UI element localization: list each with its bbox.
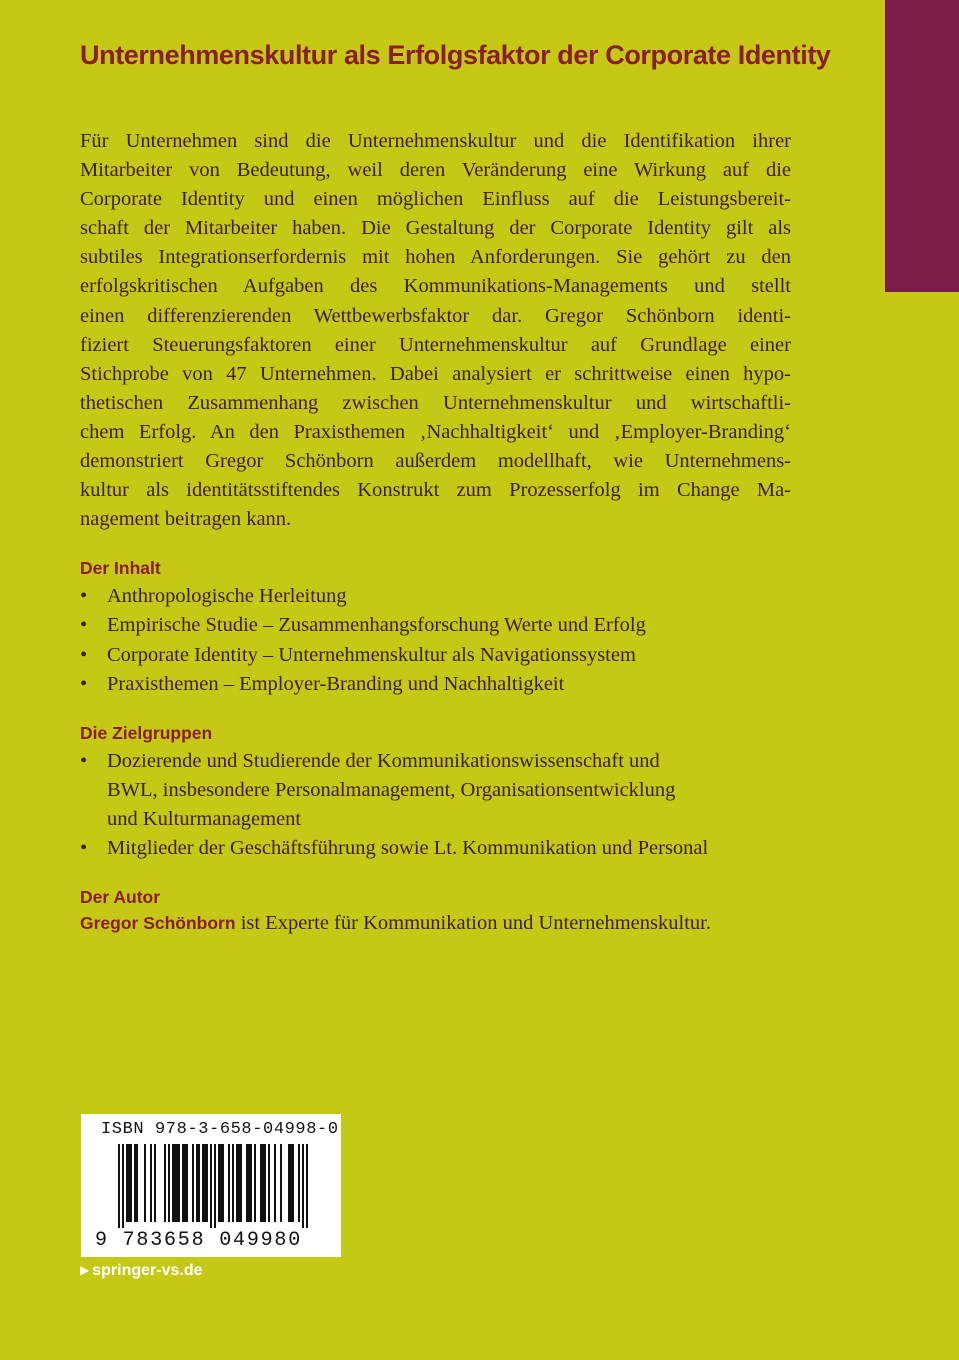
description-line: einen differenzierenden Wettbewerbsfaktor dar. Gregor Schönborn identi- — [80, 304, 791, 327]
barcode-box — [81, 1114, 341, 1257]
barcode-bar — [228, 1144, 230, 1222]
barcode-bar — [150, 1144, 152, 1222]
barcode-bar — [306, 1144, 308, 1228]
author-bio — [80, 909, 791, 938]
list-item-text: Empirische Studie – Zusammenhangsforschung Werte und Erfolg — [107, 614, 646, 637]
list-item — [80, 747, 791, 834]
barcode-bar — [292, 1144, 294, 1222]
barcode-bar — [250, 1144, 252, 1222]
arrow-right-icon: ▶ — [80, 1263, 90, 1277]
bullet-icon: • — [80, 614, 88, 637]
list-item-text: Corporate Identity – Unternehmenskultur als Navigationssystem — [107, 643, 636, 666]
list-item — [80, 582, 791, 611]
barcode-bar — [118, 1144, 120, 1228]
barcode-bar — [198, 1144, 200, 1222]
description-line: Mitarbeiter von Bedeutung, weil deren Veränderung eine Wirkung auf die — [80, 159, 791, 182]
bullet-icon: • — [80, 643, 88, 666]
bullet-icon: • — [80, 672, 88, 695]
barcode-bar — [238, 1144, 240, 1222]
author-heading: Der Autor — [80, 887, 161, 908]
author-section — [80, 885, 791, 938]
description-line: Stichprobe von 47 Unternehmen. Dabei analysiert er schrittweise einen hypo- — [80, 362, 791, 385]
barcode-bar — [222, 1144, 224, 1222]
website-link[interactable] — [80, 1262, 203, 1280]
content-list — [80, 582, 791, 698]
barcode-bar — [220, 1144, 222, 1222]
accent-bar — [885, 0, 959, 292]
list-item-text: Praxisthemen – Employer-Branding und Nachhaltigkeit — [107, 672, 565, 695]
barcode-bar — [210, 1144, 212, 1228]
author-name: Gregor Schönborn — [80, 913, 236, 934]
audience-list — [80, 747, 791, 863]
barcode-icon — [107, 1144, 319, 1228]
list-item-line: Dozierende und Studierende der Kommunikationswissenschaft und — [107, 749, 660, 772]
barcode-bar — [240, 1144, 242, 1222]
barcode-bar — [302, 1144, 304, 1228]
barcode-bar — [174, 1144, 176, 1222]
list-item-line: Mitglieder der Geschäftsführung sowie Lt. Kommunikation und Personal — [107, 836, 709, 859]
description-line: thetischen Zusammenhang zwischen Unternehmenskultur und wirtschaftli- — [80, 391, 791, 414]
barcode-bar — [274, 1144, 276, 1222]
barcode-bar — [172, 1144, 174, 1222]
back-cover-content — [80, 127, 791, 938]
ean-digits: 9 783658 049980 — [95, 1229, 303, 1252]
description-line: erfolgskritischen Aufgaben des Kommunikations-Managements und stellt — [80, 275, 791, 298]
barcode-bar — [186, 1144, 188, 1222]
bullet-icon: • — [80, 749, 88, 772]
description-line: Corporate Identity und einen möglichen Einfluss auf die Leistungsbereit- — [80, 188, 791, 211]
book-title: Unternehmenskultur als Erfolgsfaktor der Corporate Identity — [80, 40, 831, 70]
list-item-text: Anthropologische Herleitung — [107, 585, 347, 608]
list-item — [80, 834, 791, 863]
barcode-bar — [280, 1144, 282, 1222]
barcode-bar — [298, 1144, 300, 1222]
description-line: kultur als identitätsstiftendes Konstrukt zum Prozesserfolg im Change Ma- — [80, 479, 791, 502]
isbn-label: ISBN 978-3-658-04998-0 — [101, 1120, 339, 1139]
barcode-bar — [218, 1144, 220, 1222]
barcode-bar — [262, 1144, 264, 1222]
list-item — [80, 670, 791, 699]
description-line: subtiles Integrationserfordernis mit hohen Anforderungen. Sie gehört zu den — [80, 246, 791, 269]
barcode-bar — [204, 1144, 206, 1222]
list-item — [80, 611, 791, 640]
barcode-bar — [196, 1144, 198, 1222]
barcode-bar — [206, 1144, 208, 1222]
description-line: fiziert Steuerungsfaktoren einer Unternehmenskultur auf Grundlage einer — [80, 333, 791, 356]
audience-heading: Die Zielgruppen — [80, 722, 213, 743]
barcode-bar — [236, 1144, 238, 1222]
barcode-bar — [154, 1144, 156, 1222]
barcode-bar — [176, 1144, 178, 1222]
barcode-bar — [246, 1144, 248, 1222]
website-text: springer-vs.de — [92, 1262, 203, 1279]
barcode-bar — [268, 1144, 270, 1222]
barcode-bar — [264, 1144, 266, 1222]
content-heading: Der Inhalt — [80, 558, 161, 579]
author-bio-text: ist Experte für Kommunikation und Unternehmenskultur. — [235, 912, 711, 935]
barcode-bar — [164, 1144, 166, 1222]
barcode-bar — [178, 1144, 180, 1222]
barcode-bar — [192, 1144, 194, 1222]
barcode-bar — [134, 1144, 136, 1222]
barcode-bar — [232, 1144, 234, 1222]
barcode-bar — [130, 1144, 132, 1222]
description-line: Für Unternehmen sind die Unternehmenskultur und die Identifikation ihrer — [80, 130, 791, 152]
barcode-bar — [182, 1144, 184, 1222]
barcode-bar — [214, 1144, 216, 1228]
list-item — [80, 641, 791, 670]
barcode-bar — [128, 1144, 130, 1222]
description-line: nagement beitragen kann. — [80, 508, 292, 531]
barcode-bar — [260, 1144, 262, 1222]
audience-section — [80, 721, 791, 863]
barcode-bar — [254, 1144, 256, 1222]
description-line: schaft der Mitarbeiter haben. Die Gestaltung der Corporate Identity gilt als — [80, 217, 791, 240]
barcode-bar — [144, 1144, 146, 1222]
barcode-bar — [126, 1144, 128, 1222]
barcode-bar — [168, 1144, 170, 1222]
list-item-line: und Kulturmanagement — [107, 807, 302, 830]
content-section — [80, 556, 791, 698]
description-line: demonstriert Gregor Schönborn außerdem modellhaft, wie Unternehmens- — [80, 450, 791, 473]
bullet-icon: • — [80, 836, 88, 859]
description — [80, 127, 791, 534]
barcode-bar — [136, 1144, 138, 1222]
list-item-line: BWL, insbesondere Personalmanagement, Organisationsentwicklung — [107, 778, 676, 801]
barcode-bar — [202, 1144, 204, 1222]
barcode-bar — [288, 1144, 290, 1222]
bullet-icon: • — [80, 585, 88, 608]
barcode-bar — [248, 1144, 250, 1222]
barcode-bar — [290, 1144, 292, 1222]
description-line: chem Erfolg. An den Praxisthemen ‚Nachhaltigkeit‘ und ‚Employer-Branding‘ — [80, 420, 791, 443]
barcode-bar — [184, 1144, 186, 1222]
barcode-bar — [122, 1144, 124, 1228]
